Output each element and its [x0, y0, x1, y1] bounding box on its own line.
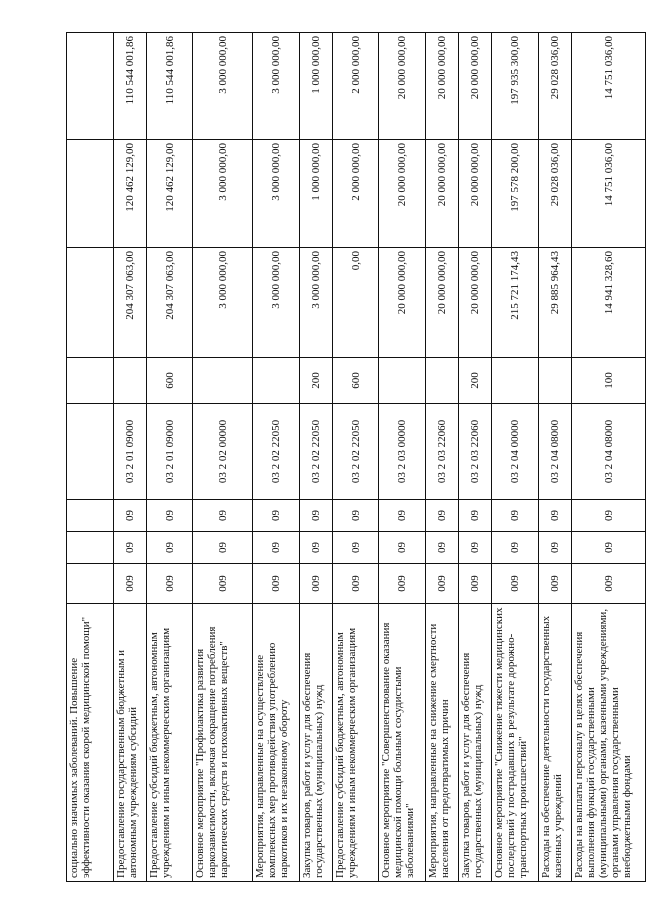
subsection-code: 09: [193, 500, 253, 532]
amount-year-1: 204 307 063,00: [114, 248, 147, 358]
amount-year-3: [67, 33, 114, 140]
amount-year-3: 29 028 036,00: [539, 33, 572, 140]
section-code: 09: [426, 532, 459, 564]
grbs-code: 009: [379, 564, 426, 604]
amount-year-2: 3 000 000,00: [193, 140, 253, 248]
amount-year-2: 29 028 036,00: [539, 140, 572, 248]
table-row: [572, 33, 646, 882]
row-name: Закупка товаров, работ и услуг для обеспечения государственных (муниципальных) нужд: [300, 604, 333, 882]
amount-year-2: 120 462 129,00: [147, 140, 193, 248]
expense-type-code: 200: [459, 358, 492, 404]
amount-year-1: 20 000 000,00: [379, 248, 426, 358]
subsection-code: 09: [147, 500, 193, 532]
expense-type-code: [253, 358, 300, 404]
subsection-code: 09: [300, 500, 333, 532]
target-article-code: [67, 404, 114, 500]
grbs-code: 009: [492, 564, 539, 604]
expense-type-code: 600: [147, 358, 193, 404]
amount-year-1: 0,00: [333, 248, 379, 358]
amount-year-1: 3 000 000,00: [300, 248, 333, 358]
target-article-code: 03 2 01 09000: [147, 404, 193, 500]
table-row: [459, 33, 492, 882]
amount-year-1: 215 721 174,43: [492, 248, 539, 358]
grbs-code: 009: [147, 564, 193, 604]
section-code: 09: [539, 532, 572, 564]
expense-type-code: [426, 358, 459, 404]
amount-year-3: 2 000 000,00: [333, 33, 379, 140]
amount-year-1: [67, 248, 114, 358]
amount-year-3: 20 000 000,00: [459, 33, 492, 140]
section-code: 09: [147, 532, 193, 564]
page-area: [66, 33, 633, 882]
amount-year-3: 197 935 300,00: [492, 33, 539, 140]
amount-year-1: 204 307 063,00: [147, 248, 193, 358]
table-row: [300, 33, 333, 882]
amount-year-2: 197 578 200,00: [492, 140, 539, 248]
subsection-code: [67, 500, 114, 532]
target-article-code: 03 2 02 22050: [333, 404, 379, 500]
amount-year-3: 110 544 001,86: [147, 33, 193, 140]
row-name: Предоставление государственным бюджетным и автономным учреждениям субсидий: [114, 604, 147, 882]
target-article-code: 03 2 02 22050: [253, 404, 300, 500]
row-name: Основное мероприятие "Совершенствование оказания медицинской помощи больным сосудистыми заболеваниями": [379, 604, 426, 882]
expense-type-code: 600: [333, 358, 379, 404]
amount-year-2: 20 000 000,00: [426, 140, 459, 248]
target-article-code: 03 2 04 00000: [492, 404, 539, 500]
section-code: 09: [253, 532, 300, 564]
amount-year-2: [67, 140, 114, 248]
table-row: [333, 33, 379, 882]
section-code: 09: [333, 532, 379, 564]
subsection-code: 09: [539, 500, 572, 532]
grbs-code: 009: [114, 564, 147, 604]
section-code: 09: [300, 532, 333, 564]
amount-year-1: 3 000 000,00: [253, 248, 300, 358]
row-name: Основное мероприятие "Снижение тяжести медицинских последствий у пострадавших в результате дорожно-транспортных происшествий": [492, 604, 539, 882]
subsection-code: 09: [459, 500, 492, 532]
subsection-code: 09: [379, 500, 426, 532]
table-row: [253, 33, 300, 882]
target-article-code: 03 2 02 22050: [300, 404, 333, 500]
grbs-code: [67, 564, 114, 604]
target-article-code: 03 2 03 22060: [426, 404, 459, 500]
subsection-code: 09: [253, 500, 300, 532]
amount-year-2: 2 000 000,00: [333, 140, 379, 248]
grbs-code: 009: [426, 564, 459, 604]
amount-year-2: 3 000 000,00: [253, 140, 300, 248]
subsection-code: 09: [492, 500, 539, 532]
grbs-code: 009: [572, 564, 646, 604]
grbs-code: 009: [459, 564, 492, 604]
target-article-code: 03 2 01 09000: [114, 404, 147, 500]
expense-type-code: [492, 358, 539, 404]
amount-year-3: 3 000 000,00: [253, 33, 300, 140]
table-row: [147, 33, 193, 882]
subsection-code: 09: [572, 500, 646, 532]
grbs-code: 009: [333, 564, 379, 604]
grbs-code: 009: [300, 564, 333, 604]
subsection-code: 09: [114, 500, 147, 532]
row-name: Предоставление субсидий бюджетным, автономным учреждениям и иным некоммерческим организациям: [333, 604, 379, 882]
target-article-code: 03 2 03 22060: [459, 404, 492, 500]
section-code: 09: [379, 532, 426, 564]
budget-table: [66, 32, 646, 882]
budget-table-rotated: [66, 33, 633, 882]
amount-year-1: 29 885 964,43: [539, 248, 572, 358]
section-code: 09: [459, 532, 492, 564]
grbs-code: 009: [193, 564, 253, 604]
amount-year-3: 20 000 000,00: [379, 33, 426, 140]
table-row: [379, 33, 426, 882]
row-name: Расходы на выплаты персоналу в целях обеспечения выполнения функций государственными (муниципальными) органами, казенными учреждениями, органами управления государственными внебюджетными фондами: [572, 604, 646, 882]
amount-year-3: 1 000 000,00: [300, 33, 333, 140]
grbs-code: 009: [539, 564, 572, 604]
row-name: Мероприятия, направленные на снижение смертности населения от предотвратимых причин: [426, 604, 459, 882]
expense-type-code: [539, 358, 572, 404]
subsection-code: 09: [426, 500, 459, 532]
expense-type-code: 200: [300, 358, 333, 404]
amount-year-3: 3 000 000,00: [193, 33, 253, 140]
amount-year-1: 20 000 000,00: [426, 248, 459, 358]
table-row: [539, 33, 572, 882]
row-name: Основное мероприятие "Профилактика развития наркозависимости, включая сокращение потребления наркотических средств и психоактивных веществ": [193, 604, 253, 882]
target-article-code: 03 2 04 08000: [572, 404, 646, 500]
section-code: 09: [572, 532, 646, 564]
section-code: 09: [114, 532, 147, 564]
row-name: Закупка товаров, работ и услуг для обеспечения государственных (муниципальных) нужд: [459, 604, 492, 882]
row-name: Предоставление субсидий бюджетным, автономным учреждениям и иным некоммерческим организациям: [147, 604, 193, 882]
table-row: [426, 33, 459, 882]
amount-year-2: 20 000 000,00: [459, 140, 492, 248]
amount-year-1: 14 941 328,60: [572, 248, 646, 358]
amount-year-2: 14 751 036,00: [572, 140, 646, 248]
subsection-code: 09: [333, 500, 379, 532]
section-code: 09: [492, 532, 539, 564]
target-article-code: 03 2 04 08000: [539, 404, 572, 500]
table-row: [492, 33, 539, 882]
grbs-code: 009: [253, 564, 300, 604]
amount-year-3: 20 000 000,00: [426, 33, 459, 140]
expense-type-code: 100: [572, 358, 646, 404]
row-name: социально значимых заболеваний. Повышение эффективности оказания скорой медицинской помощи": [67, 604, 114, 882]
row-name: Расходы на обеспечение деятельности государственных казенных учреждений: [539, 604, 572, 882]
table-row: [193, 33, 253, 882]
amount-year-2: 120 462 129,00: [114, 140, 147, 248]
amount-year-2: 20 000 000,00: [379, 140, 426, 248]
table-row: [67, 33, 114, 882]
amount-year-3: 110 544 001,86: [114, 33, 147, 140]
expense-type-code: [114, 358, 147, 404]
amount-year-1: 20 000 000,00: [459, 248, 492, 358]
row-name: Мероприятия, направленные на осуществление комплексных мер противодействия употреблению наркотиков и их незаконному обороту: [253, 604, 300, 882]
amount-year-2: 1 000 000,00: [300, 140, 333, 248]
section-code: [67, 532, 114, 564]
expense-type-code: [379, 358, 426, 404]
amount-year-3: 14 751 036,00: [572, 33, 646, 140]
table-row: [114, 33, 147, 882]
expense-type-code: [193, 358, 253, 404]
section-code: 09: [193, 532, 253, 564]
target-article-code: 03 2 03 00000: [379, 404, 426, 500]
target-article-code: 03 2 02 00000: [193, 404, 253, 500]
expense-type-code: [67, 358, 114, 404]
amount-year-1: 3 000 000,00: [193, 248, 253, 358]
